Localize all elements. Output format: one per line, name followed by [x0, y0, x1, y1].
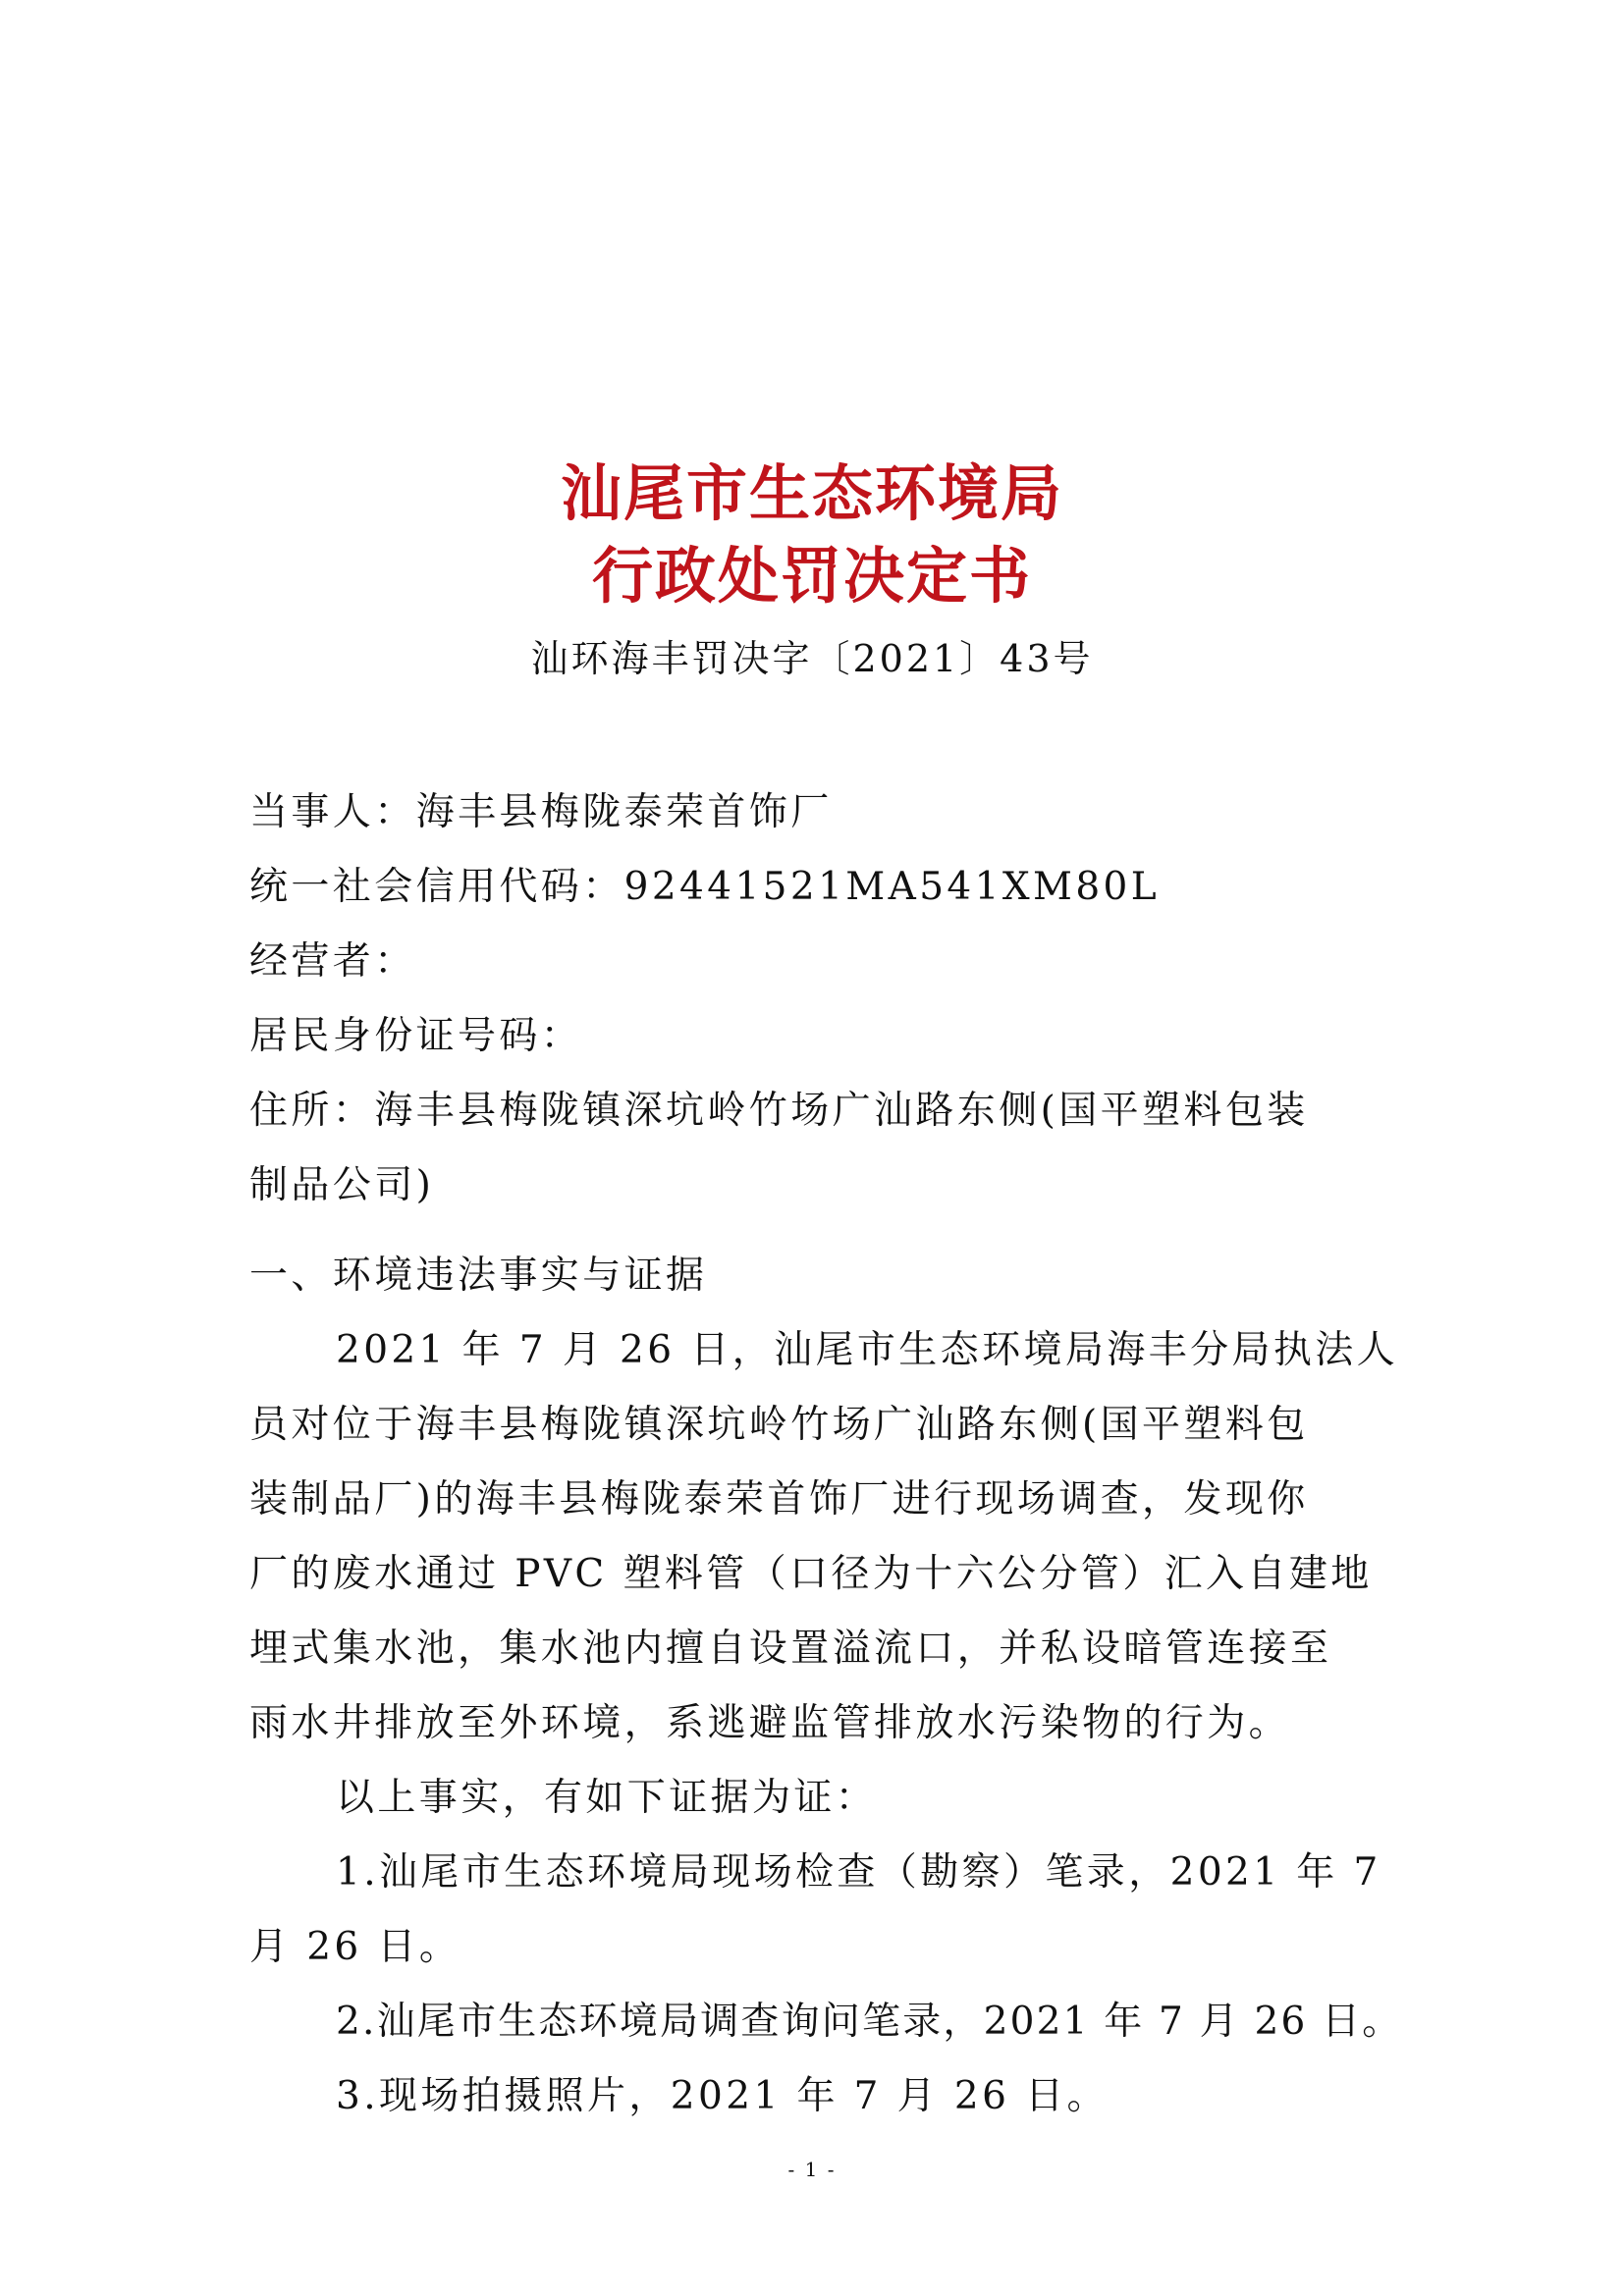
evidence-item-3: 3.现场拍摄照片，2021 年 7 月 26 日。: [336, 2074, 1109, 2118]
evidence-intro: 以上事实，有如下证据为证：: [336, 1776, 878, 1820]
operator: 经营者：: [249, 939, 416, 984]
facts-line-1: 2021 年 7 月 26 日，汕尾市生态环境局海丰分局执法人: [336, 1328, 1399, 1372]
document-number: 汕环海丰罚决字〔2021〕43号: [530, 637, 1094, 680]
facts-line-4: 厂的废水通过 PVC 塑料管（口径为十六公分管）汇入自建地: [249, 1552, 1373, 1596]
section-heading: 一、环境违法事实与证据: [249, 1254, 708, 1298]
facts-line-5: 埋式集水池，集水池内擅自设置溢流口，并私设暗管连接至: [249, 1627, 1332, 1671]
evidence-item-1-cont: 月 26 日。: [249, 1925, 461, 1969]
party-name: 当事人：海丰县梅陇泰荣首饰厂: [249, 790, 833, 834]
facts-line-3: 装制品厂)的海丰县梅陇泰荣首饰厂进行现场调查，发现你: [249, 1477, 1309, 1522]
title-agency: 汕尾市生态环境局: [560, 457, 1063, 529]
address-line-1: 住所：海丰县梅陇镇深坑岭竹场广汕路东侧(国平塑料包装: [249, 1089, 1309, 1133]
facts-line-6: 雨水井排放至外环境，系逃避监管排放水污染物的行为。: [249, 1701, 1291, 1745]
address-line-2: 制品公司): [249, 1163, 435, 1207]
page-number: - 1 -: [787, 2158, 837, 2181]
evidence-item-1: 1.汕尾市生态环境局现场检查（勘察）笔录，2021 年 7: [336, 1850, 1381, 1895]
facts-line-2: 员对位于海丰县梅陇镇深坑岭竹场广汕路东侧(国平塑料包: [249, 1403, 1309, 1447]
title-document-type: 行政处罚决定书: [591, 540, 1032, 612]
id-number: 居民身份证号码：: [249, 1014, 583, 1058]
credit-code: 统一社会信用代码：92441521MA541XM80L: [249, 865, 1161, 909]
evidence-item-2: 2.汕尾市生态环境局调查询问笔录，2021 年 7 月 26 日。: [336, 2000, 1403, 2044]
